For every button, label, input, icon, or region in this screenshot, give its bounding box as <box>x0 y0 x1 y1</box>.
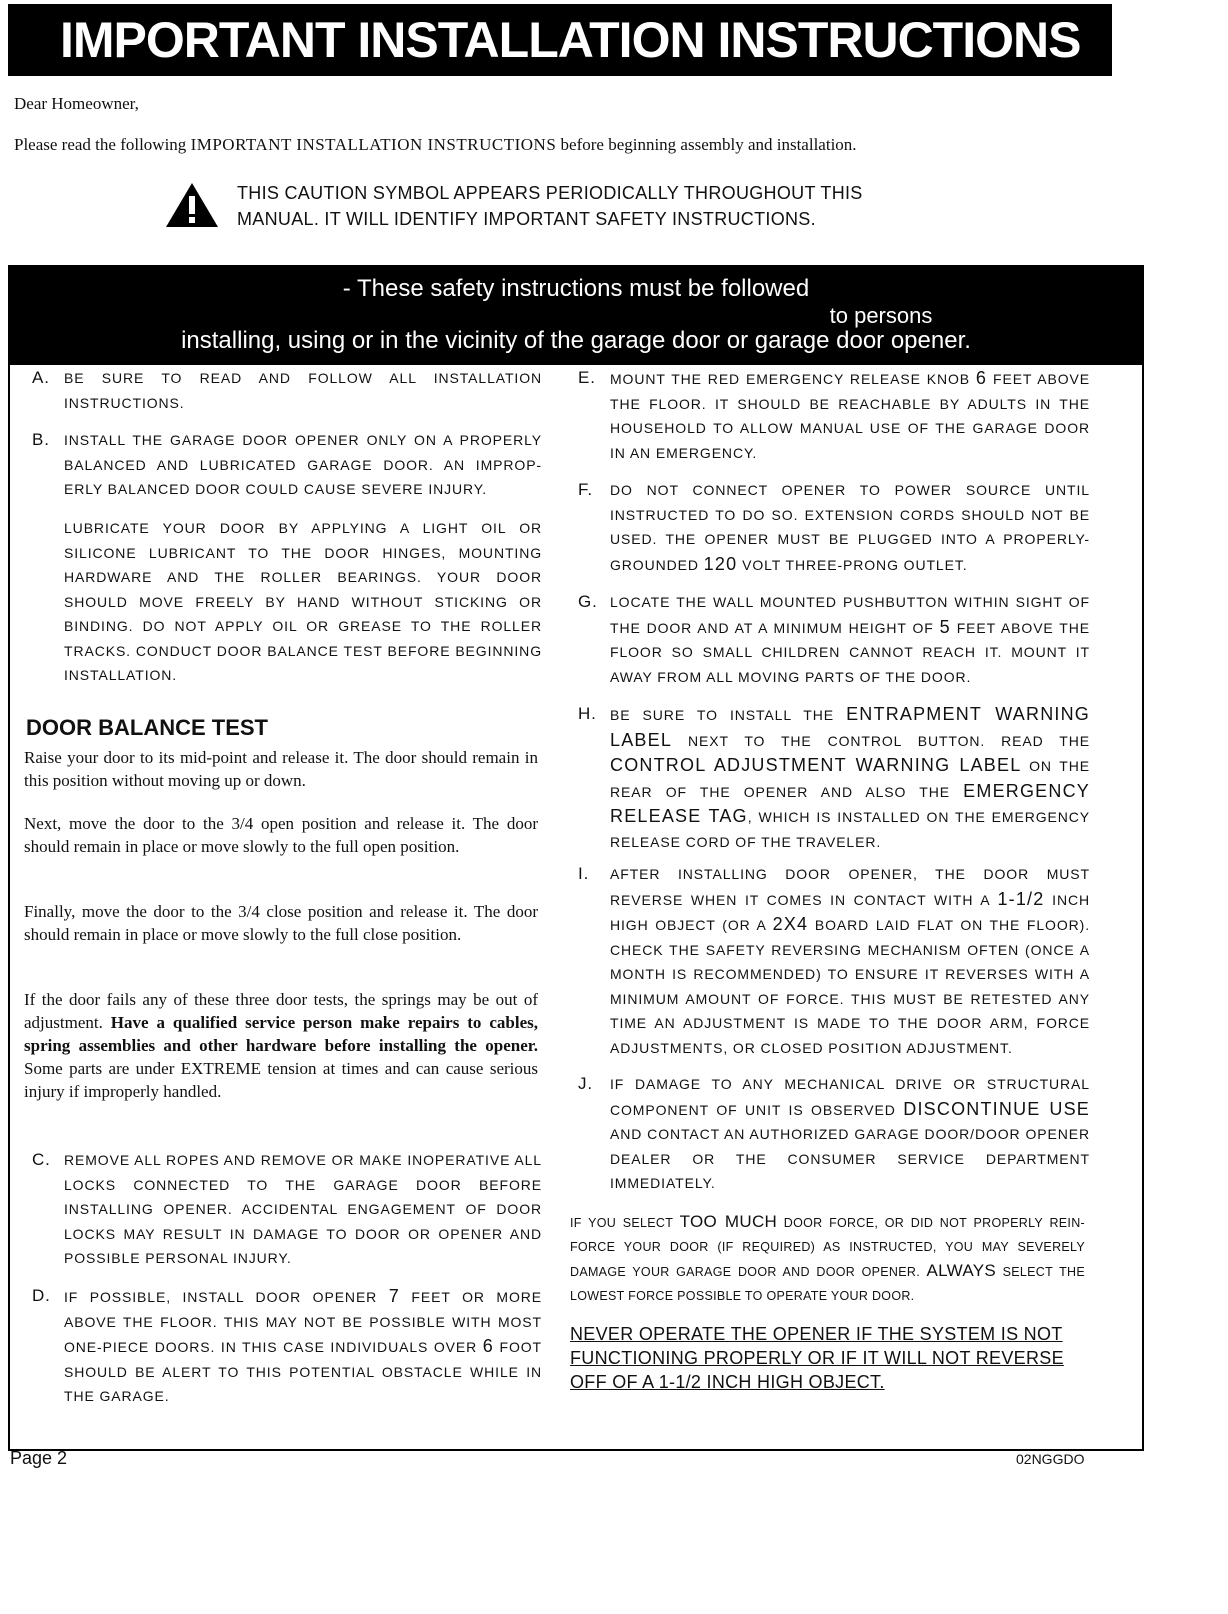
item-g-label: G. <box>578 592 598 611</box>
item-a-label: A. <box>32 368 50 387</box>
item-d-text-a: IF POSSIBLE, INSTALL DOOR OPENER <box>64 1289 389 1305</box>
intro-paragraph <box>14 135 857 155</box>
item-e-text-a: MOUNT THE RED EMERGENCY RELEASE KNOB <box>610 371 976 387</box>
test-paragraph-4 <box>24 988 538 1103</box>
item-h-label: H. <box>578 704 597 723</box>
item-b2-text: LUBRICATE YOUR DOOR BY APPLYING A LIGHT OIL OR SILICONE LUBRICANT TO THE DOOR HINGES, MOUNTING HARDWARE AND THE ROLLER BEARINGS. YOUR DOOR SHOULD MOVE FREELY BY HAND WITHOUT STICKING OR BINDING. DO NOT APPLY OIL OR GREASE TO THE ROLLER TRACKS. CONDUCT DOOR BALANCE TEST BEFORE BEGINNING INSTALLATION. <box>64 520 542 683</box>
item-i-n2: 2X4 <box>772 914 809 934</box>
caution-line-2: MANUAL. IT WILL IDENTIFY IMPORTANT SAFETY INSTRUCTIONS. <box>237 209 816 229</box>
test-paragraph-1: Raise your door to its mid-point and release it. The door should remain in this position without moving up or down. <box>24 748 538 790</box>
item-g-text-a: LOCATE THE WALL MOUNTED PUSHBUTTON WITHIN SIGHT OF THE DOOR AND AT A MINIMUM HEIGHT OF <box>610 594 1090 636</box>
item-c-text: REMOVE ALL ROPES AND REMOVE OR MAKE INOPERATIVE ALL LOCKS CONNECTED TO THE GARAGE DOOR BEFORE INSTALLING OPENER. ACCIDENTAL ENGAGEMENT OF DOOR LOCKS MAY RESULT IN DAMAGE TO DOOR OR OPENER AND POSSIBLE PERSONAL INJURY. <box>64 1152 542 1266</box>
intro-emphasis: IMPORTANT INSTALLATION INSTRUCTIONS <box>190 135 557 154</box>
item-i-t3: BOARD LAID FLAT ON THE FLOOR). CHECK THE SAFETY REVERSING MECHANISM OFTEN (ONCE A MONTH IS RECOMMENDED) TO ENSURE IT REVERSES WITH A MINIMUM AMOUNT OF FORCE. THIS MUST BE RETESTED ANY TIME AN ADJUSTMENT IS MADE TO THE DOOR ARM, FORCE ADJUSTMENTS, OR CLOSED POSITION ADJUSTMENT. <box>610 917 1090 1056</box>
intro-after: before beginning assembly and installation. <box>556 135 857 154</box>
item-h <box>578 702 1090 854</box>
item-g-num: 5 <box>939 616 951 637</box>
item-d-text <box>64 1284 542 1409</box>
item-i-label: I. <box>578 864 590 883</box>
item-d <box>32 1284 542 1409</box>
item-e-text <box>610 366 1090 465</box>
safety-bar <box>10 267 1142 365</box>
item-i-n1: 1-1/2 <box>997 888 1045 909</box>
item-j-text <box>610 1072 1090 1196</box>
item-h-t3: ON THE REAR OF THE OPENER AND ALSO THE <box>610 758 1090 800</box>
force-warning-paragraph <box>570 1210 1085 1308</box>
item-d-num-7: 7 <box>388 1286 400 1306</box>
item-f <box>578 478 1090 577</box>
caution-line-1: THIS CAUTION SYMBOL APPEARS PERIODICALLY THROUGHOUT THIS <box>237 183 863 203</box>
item-f-label: F. <box>578 480 594 499</box>
document-code: 02NGGDO <box>1016 1451 1085 1467</box>
item-d-num-6: 6 <box>482 1336 494 1356</box>
item-e <box>578 366 1090 465</box>
item-a <box>32 366 542 415</box>
item-j-t2: AND CONTACT AN AUTHORIZED GARAGE DOOR/DOOR OPENER DEALER OR THE CONSUMER SERVICE DEPARTMENT IMMEDIATELY. <box>610 1126 1090 1191</box>
item-f-text <box>610 478 1090 577</box>
item-b-label: B. <box>32 430 50 449</box>
intro-before: Please read the following <box>14 135 191 154</box>
item-f-text-b: VOLT THREE-PRONG OUTLET. <box>737 556 968 573</box>
item-f-text-a: DO NOT CONNECT OPENER TO POWER SOURCE UNTIL INSTRUCTED TO DO SO. EXTENSION CORDS SHOULD NOT BE USED. THE OPENER MUST BE PLUGGED INTO A PROPERLY-GROUNDED <box>610 482 1090 573</box>
caution-text <box>237 180 997 232</box>
item-e-label: E. <box>578 368 596 387</box>
caution-triangle-icon <box>165 182 219 228</box>
p4-part-b: Have a qualified service person make repairs to cables, spring assemblies and other hardware before installing the opener. <box>24 1013 538 1055</box>
item-j-label: J. <box>578 1074 594 1093</box>
item-j-discontinue: DISCONTINUE USE <box>903 1098 1090 1119</box>
safety-line-2: to persons <box>829 303 933 328</box>
item-h-t4: , WHICH IS INSTALLED ON THE EMERGENCY RELEASE CORD OF THE TRAVELER. <box>610 809 1090 850</box>
item-b-lubricate <box>32 516 542 688</box>
item-a-text: BE SURE TO READ AND FOLLOW ALL INSTALLATION INSTRUCTIONS. <box>64 370 542 411</box>
item-g <box>578 590 1090 689</box>
p4-part-c: Some parts are under EXTREME tension at times and can cause serious injury if improperly handled. <box>24 1059 538 1101</box>
item-j <box>578 1072 1090 1196</box>
title-banner <box>8 4 1112 76</box>
safety-line-1: - These safety instructions must be followed <box>342 275 810 302</box>
item-g-text-b: FEET ABOVE THE FLOOR SO SMALL CHILDREN CANNOT REACH IT. MOUNT IT AWAY FROM ALL MOVING PARTS OF THE DOOR. <box>610 619 1090 685</box>
page-title: IMPORTANT INSTALLATION INSTRUCTIONS <box>60 12 1081 68</box>
force-always: ALWAYS <box>926 1261 997 1280</box>
item-c-label: C. <box>32 1150 51 1169</box>
item-c <box>32 1148 542 1271</box>
item-h-entrapment-label: ENTRAPMENT WARNING LABEL <box>610 704 1090 750</box>
item-h-t2: NEXT TO THE CONTROL BUTTON. READ THE <box>672 732 1090 749</box>
force-t1: IF YOU SELECT <box>570 1216 680 1230</box>
item-g-text <box>610 590 1090 689</box>
force-t3: SELECT THE LOWEST FORCE POSSIBLE TO OPERATE YOUR DOOR. <box>570 1265 1086 1303</box>
page-number: Page 2 <box>10 1448 68 1468</box>
item-i <box>578 862 1090 1060</box>
item-e-num: 6 <box>975 368 988 388</box>
greeting: Dear Homeowner, <box>14 94 139 113</box>
item-h-text <box>610 702 1090 854</box>
item-h-release-tag: EMERGENCY RELEASE TAG <box>610 780 1090 826</box>
item-b-text: INSTALL THE GARAGE DOOR OPENER ONLY ON A PROPERLY BALANCED AND LUBRICATED GARAGE DOOR. AN IMPROP-ERLY BALANCED DOOR COULD CAUSE SEVERE INJURY. <box>64 432 542 497</box>
door-balance-heading: DOOR BALANCE TEST <box>26 715 268 740</box>
item-b <box>32 428 542 502</box>
force-too-much: TOO MUCH <box>679 1212 778 1231</box>
item-f-num: 120 <box>703 553 738 574</box>
item-i-t1: AFTER INSTALLING DOOR OPENER, THE DOOR MUST REVERSE WHEN IT COMES IN CONTACT WITH A <box>610 866 1090 908</box>
test-paragraph-3: Finally, move the door to the 3/4 close position and release it. The door should remain in place or move slowly to the full close position. <box>24 902 538 944</box>
item-e-text-b: FEET ABOVE THE FLOOR. IT SHOULD BE REACHABLE BY ADULTS IN THE HOUSEHOLD TO ALLOW MANUAL USE OF THE GARAGE DOOR IN AN EMERGENCY. <box>610 371 1090 461</box>
force-t2: DOOR FORCE, OR DID NOT PROPERLY REIN-FORCE YOUR DOOR (IF REQUIRED) AS INSTRUCTED, YOU MAY SEVERELY DAMAGE YOUR GARAGE DOOR AND DOOR OPENER. <box>570 1216 1085 1279</box>
safety-line-3: installing, using or in the vicinity of the garage door or garage door opener. <box>181 327 971 354</box>
test-paragraph-2: Next, move the door to the 3/4 open position and release it. The door should remain in place or move slowly to the full open position. <box>24 814 538 856</box>
item-i-t2: INCH HIGH OBJECT (OR A <box>610 891 1090 933</box>
item-d-text-b: FEET OR MORE ABOVE THE FLOOR. THIS MAY NOT BE POSSIBLE WITH MOST ONE-PIECE DOORS. IN THIS CASE INDIVIDUALS OVER <box>64 1289 542 1355</box>
item-d-text-c: FOOT SHOULD BE ALERT TO THIS POTENTIAL OBSTACLE WHILE IN THE GARAGE. <box>64 1339 542 1404</box>
item-h-t1: BE SURE TO INSTALL THE <box>610 707 847 723</box>
item-h-control-label: CONTROL ADJUSTMENT WARNING LABEL <box>610 755 1022 775</box>
p4-part-a: If the door fails any of these three door tests, the springs may be out of adjustment. <box>24 990 538 1032</box>
never-operate-warning: NEVER OPERATE THE OPENER IF THE SYSTEM IS NOT FUNCTIONING PROPERLY OR IF IT WILL NOT REVERSE OFF OF A 1-1/2 INCH HIGH OBJECT. <box>570 1324 1064 1392</box>
item-d-label: D. <box>32 1286 51 1305</box>
item-i-text <box>610 862 1090 1060</box>
item-j-t1: IF DAMAGE TO ANY MECHANICAL DRIVE OR STRUCTURAL COMPONENT OF UNIT IS OBSERVED <box>610 1076 1090 1118</box>
